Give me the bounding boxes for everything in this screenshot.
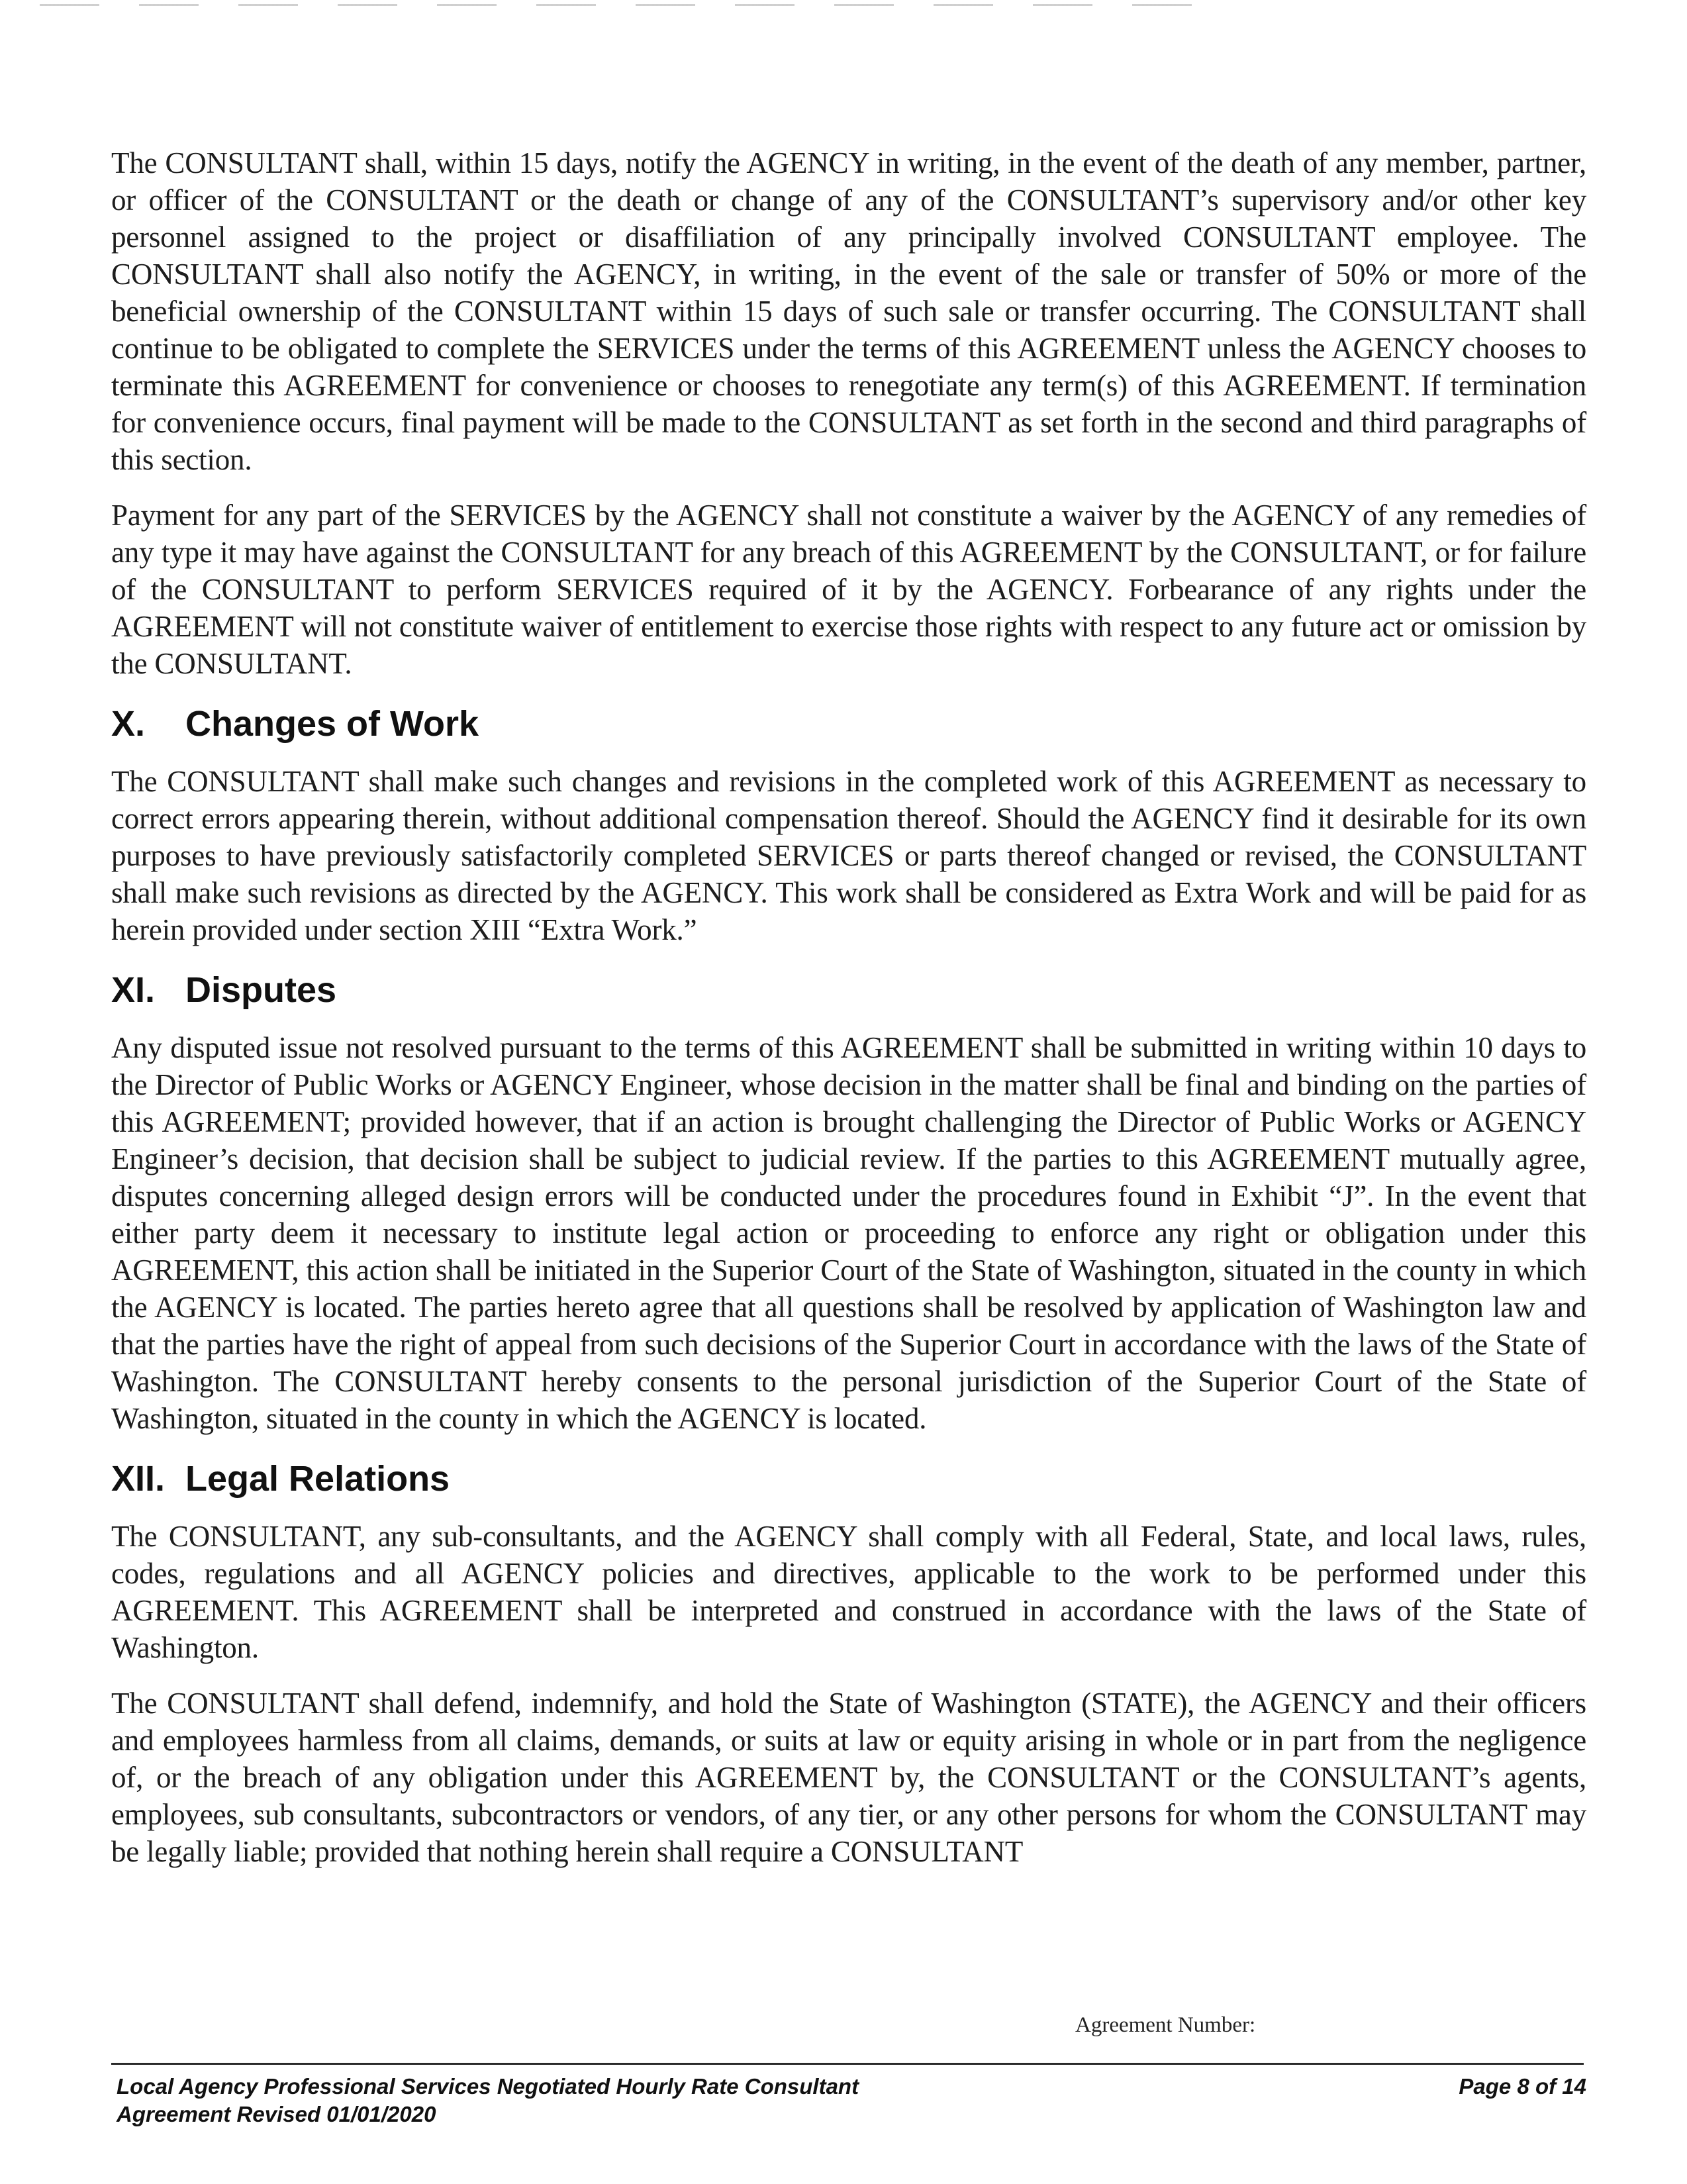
document-body [111, 144, 1586, 1870]
scan-artifact [40, 4, 1205, 6]
footer-title [117, 2073, 859, 2128]
body-paragraph: The CONSULTANT, any sub-consultants, and the AGENCY shall comply with all Federal, State, and local laws, rules, codes, regulations and all AGENCY policies and directives, applicable to the work to be performed under this AGREEMENT. This AGREEMENT shall be interpreted and construed in accordance with the laws of the State of Washington. [111, 1520, 1586, 1664]
section-number: X. [111, 704, 146, 744]
section-heading [111, 1456, 1586, 1502]
page-number: Page 8 of 14 [1459, 2074, 1586, 2099]
section-number: XII. [111, 1459, 166, 1499]
section-title: Changes of Work [185, 704, 479, 744]
footer-title-line: Local Agency Professional Services Negotiated Hourly Rate Consultant [117, 2074, 859, 2099]
body-paragraph: The CONSULTANT shall defend, indemnify, and hold the State of Washington (STATE), the AGENCY and their officers and employees harmless from all claims, demands, or suits at law or equity arising in whole or in part from the negligence of, or the breach of any obligation under this AGREEMENT by, the CONSULTANT or the CONSULTANT’s agents, employees, sub consultants, subcontractors or vendors, of any tier, or any other persons for whom the CONSULTANT may be legally liable; provided that nothing herein shall require a CONSULTANT [111, 1687, 1586, 1868]
section-disputes [111, 967, 1586, 1437]
footer-title-line: Agreement Revised 01/01/2020 [117, 2102, 436, 2126]
body-paragraph: Any disputed issue not resolved pursuant to the terms of this AGREEMENT shall be submitted in writing within 10 days to the Director of Public Works or AGENCY Engineer, whose decision in the matter shall be final and binding on the parties of this AGREEMENT; provided however, that if an action is brought challenging the Director of Public Works or AGENCY Engineer’s decision, that decision shall be subject to judicial review. If the parties to this AGREEMENT mutually agree, disputes concerning alleged design errors will be conducted under the procedures found in Exhibit “J”. In the event that either party deem it necessary to institute legal action or proceeding to enforce any right or obligation under this AGREEMENT, this action shall be initiated in the Superior Court of the State of Washington, situated in the county in which the AGENCY is located. The parties hereto agree that all questions shall be resolved by application of Washington law and that the parties have the right of appeal from such decisions of the Superior Court in accordance with the laws of the State of Washington. The CONSULTANT hereby consents to the personal jurisdiction of the Superior Court of the State of Washington, situated in the county in which the AGENCY is located. [111, 1031, 1586, 1435]
section-heading [111, 967, 1586, 1013]
section-number: XI. [111, 970, 156, 1010]
body-paragraph: The CONSULTANT shall make such changes and revisions in the completed work of this AGREEMENT as necessary to correct errors appearing therein, without additional compensation thereof. Should the AGENCY find it desirable for its own purposes to have previously satisfactorily completed SERVICES or parts thereof changed or revised, the CONSULTANT shall make such revisions as directed by the AGENCY. This work shall be considered as Extra Work and will be paid for as herein provided under section XIII “Extra Work.” [111, 765, 1586, 946]
footer-divider [111, 2063, 1584, 2065]
section-changes-of-work [111, 701, 1586, 948]
section-title: Disputes [185, 970, 337, 1010]
agreement-number-label: Agreement Number: [1075, 2013, 1256, 2037]
section-legal-relations [111, 1456, 1586, 1870]
body-paragraph: The CONSULTANT shall, within 15 days, notify the AGENCY in writing, in the event of the death of any member, partner, or officer of the CONSULTANT or the death or change of any of the CONSULTANT’s supervisory and/or other key personnel assigned to the project or disaffiliation of any principally involved CONSULTANT employee. The CONSULTANT shall also notify the AGENCY, in writing, in the event of the sale or transfer of 50% or more of the beneficial ownership of the CONSULTANT within 15 days of such sale or transfer occurring. The CONSULTANT shall continue to be obligated to complete the SERVICES under the terms of this AGREEMENT unless the AGENCY chooses to terminate this AGREEMENT for convenience or chooses to renegotiate any term(s) of this AGREEMENT. If termination for convenience occurs, final payment will be made to the CONSULTANT as set forth in the second and third paragraphs of this section. [111, 146, 1586, 476]
body-paragraph: Payment for any part of the SERVICES by the AGENCY shall not constitute a waiver by the AGENCY of any remedies of any type it may have against the CONSULTANT for any breach of this AGREEMENT by the CONSULTANT, or for failure of the CONSULTANT to perform SERVICES required of it by the AGENCY. Forbearance of any rights under the AGREEMENT will not constitute waiver of entitlement to exercise those rights with respect to any future act or omission by the CONSULTANT. [111, 499, 1586, 680]
section-title: Legal Relations [185, 1459, 450, 1499]
section-heading [111, 701, 1586, 747]
